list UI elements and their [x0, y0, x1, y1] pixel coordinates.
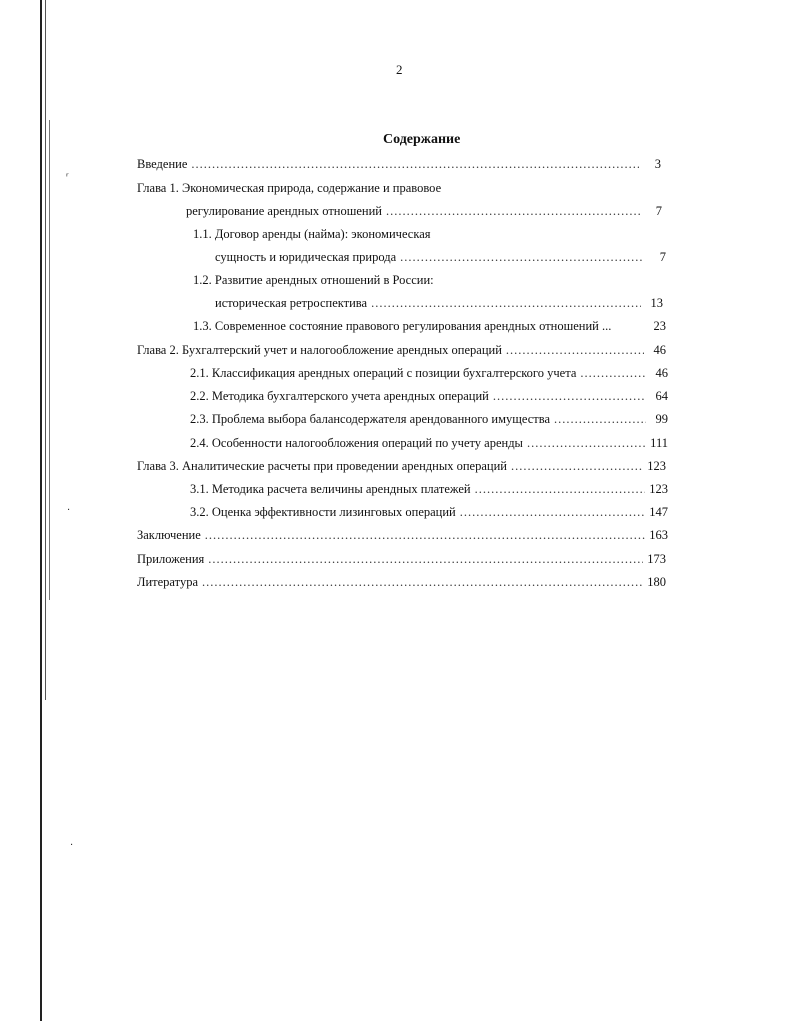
- toc-entry-text: 3.1. Методика расчета величины арендных платежей: [190, 482, 471, 496]
- dot-leader: [527, 436, 646, 451]
- toc-entry-text: 3.2. Оценка эффективности лизинговых операций: [190, 505, 456, 519]
- toc-entry-page: 111: [650, 436, 668, 450]
- toc-entry-text: Глава 2. Бухгалтерский учет и налогообложение арендных операций: [137, 343, 502, 357]
- toc-entry-text: 2.1. Классификация арендных операций с позиции бухгалтерского учета: [190, 366, 577, 380]
- scan-edge-line: [49, 120, 50, 600]
- toc-entry-chapter-3: [137, 459, 666, 477]
- dot-leader: [460, 505, 646, 520]
- dot-leader: [400, 250, 644, 265]
- dot-leader: [191, 157, 639, 172]
- toc-entry-text: Литература: [137, 575, 198, 589]
- toc-entry-text: регулирование арендных отношений: [186, 204, 382, 218]
- toc-entry-page: 46: [655, 366, 668, 380]
- toc-entry-chapter-2: [137, 343, 666, 361]
- toc-entry-section-3-1: [190, 482, 668, 500]
- toc-entry-section-1-3: [193, 319, 666, 337]
- scan-speck: ʳ: [66, 172, 69, 183]
- dot-leader: [371, 296, 641, 311]
- dot-leader: [205, 528, 646, 543]
- toc-entry-text: историческая ретроспектива: [215, 296, 368, 310]
- scan-speck: ·: [67, 505, 71, 516]
- toc-entry-page: 123: [647, 459, 666, 473]
- toc-entry-text: 2.2. Методика бухгалтерского учета арендных операций: [190, 389, 489, 403]
- toc-entry-section-2-3: [190, 412, 668, 430]
- toc-entry-section-1-2: [193, 273, 661, 291]
- dot-leader: [202, 575, 643, 590]
- toc-entry-section-1-2-cont: [215, 296, 663, 314]
- dot-leader: [386, 204, 640, 219]
- dot-leader: [493, 389, 646, 404]
- toc-entry-section-2-4: [190, 436, 668, 454]
- toc-entry-chapter-1-cont: [186, 204, 662, 222]
- toc-entry-page: 180: [647, 575, 666, 589]
- toc-entry-literature: [137, 575, 666, 593]
- toc-entry-chapter-1: [137, 181, 661, 199]
- toc-entry-text: 1.1. Договор аренды (найма): экономическая: [193, 227, 431, 241]
- toc-entry-text: сущность и юридическая природа: [215, 250, 397, 264]
- toc-entry-section-2-1: [190, 366, 668, 384]
- toc-entry-page: 7: [655, 204, 662, 218]
- toc-entry-text: Глава 3. Аналитические расчеты при проведении арендных операций: [137, 459, 507, 473]
- dot-leader: [554, 412, 646, 427]
- toc-entry-page: 13: [650, 296, 663, 310]
- toc-entry-text: 2.3. Проблема выбора балансодержателя арендованного имущества: [190, 412, 551, 426]
- toc-title: Содержание: [383, 132, 461, 147]
- toc-entry-section-2-2: [190, 389, 668, 407]
- toc-entry-page: 64: [655, 389, 668, 403]
- toc-entry-page: 123: [649, 482, 668, 496]
- toc-entry-section-3-2: [190, 505, 668, 523]
- toc-entry-conclusion: [137, 528, 668, 546]
- toc-entry-introduction: [137, 157, 661, 175]
- scan-speck: ·: [70, 840, 74, 851]
- dot-leader: [208, 552, 643, 567]
- dot-leader: [506, 343, 644, 358]
- scan-edge-line: [45, 0, 46, 700]
- toc-entry-appendices: [137, 552, 666, 570]
- page-number: 2: [396, 62, 403, 77]
- toc-entry-page: 99: [655, 412, 668, 426]
- toc-entry-page: 3: [654, 157, 661, 171]
- toc-entry-page: 7: [659, 250, 666, 264]
- toc-entry-text: Приложения: [137, 552, 205, 566]
- scan-edge-line: [40, 0, 42, 1021]
- toc-entry-page: 163: [649, 528, 668, 542]
- toc-entry-section-1-1: [193, 227, 661, 245]
- toc-entry-text: 1.2. Развитие арендных отношений в России:: [193, 273, 434, 287]
- toc-entry-page: 23: [653, 319, 666, 333]
- toc-entry-text: Заключение: [137, 528, 201, 542]
- toc-entry-page: 46: [653, 343, 666, 357]
- toc-entry-text: Введение: [137, 157, 188, 171]
- dot-leader: [580, 366, 646, 381]
- dot-leader: [511, 459, 643, 474]
- toc-entry-page: 173: [647, 552, 666, 566]
- toc-entry-text: 1.3. Современное состояние правового регулирования арендных отношений ...: [193, 319, 612, 333]
- toc-entry-text: Глава 1. Экономическая природа, содержание и правовое: [137, 181, 442, 195]
- dot-leader: [475, 482, 646, 497]
- toc-entry-section-1-1-cont: [215, 250, 666, 268]
- toc-entry-page: 147: [649, 505, 668, 519]
- toc-entry-text: 2.4. Особенности налогообложения операций по учету аренды: [190, 436, 523, 450]
